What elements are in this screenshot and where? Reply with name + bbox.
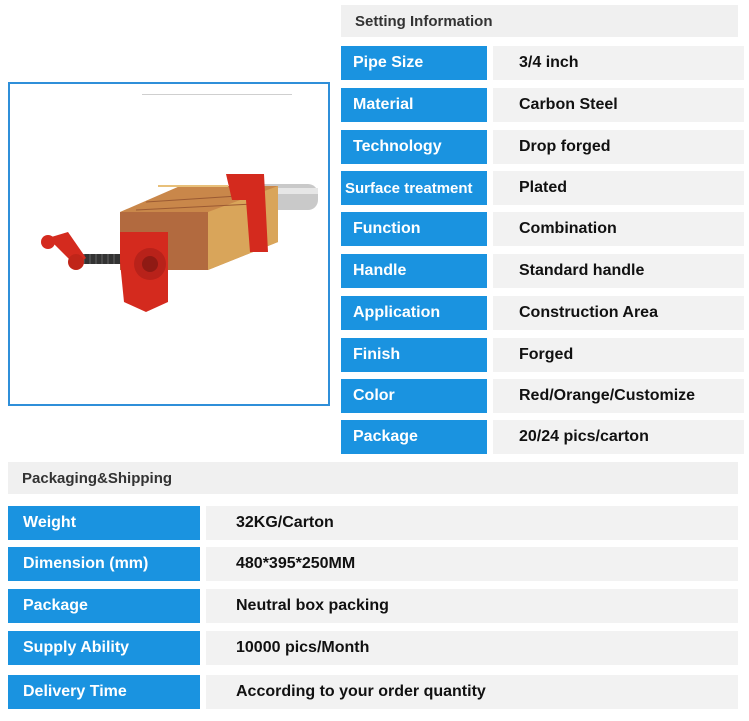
- spec-value: Forged: [493, 338, 744, 372]
- packaging-shipping-title: Packaging&Shipping: [22, 469, 173, 487]
- spec-label: Technology: [341, 130, 487, 164]
- spec-label: Color: [341, 379, 487, 413]
- spec-value: Plated: [493, 171, 744, 205]
- spec-label: Pipe Size: [341, 46, 487, 80]
- spec-row-handle: [341, 254, 744, 288]
- spec-value: Red/Orange/Customize: [493, 379, 744, 413]
- setting-information-title: Setting Information: [355, 12, 493, 30]
- shipping-label: Weight: [8, 506, 200, 540]
- photo-divider: [142, 94, 292, 95]
- pipe-clamp-illustration: [28, 162, 318, 332]
- shipping-row-package: [8, 589, 738, 623]
- shipping-row-dimension: [8, 547, 738, 581]
- spec-row-surface-treatment: [341, 171, 744, 205]
- spec-value: 3/4 inch: [493, 46, 744, 80]
- spec-value: Carbon Steel: [493, 88, 744, 122]
- spec-label: Material: [341, 88, 487, 122]
- spec-row-material: [341, 88, 744, 122]
- shipping-label: Dimension (mm): [8, 547, 200, 581]
- spec-label: Finish: [341, 338, 487, 372]
- spec-row-finish: [341, 338, 744, 372]
- spec-row-function: [341, 212, 744, 246]
- spec-label: Surface treatment: [341, 171, 487, 205]
- spec-label: Function: [341, 212, 487, 246]
- setting-information-header: [341, 5, 738, 37]
- spec-row-technology: [341, 130, 744, 164]
- shipping-row-delivery-time: [8, 675, 738, 709]
- spec-label: Application: [341, 296, 487, 330]
- shipping-row-weight: [8, 506, 738, 540]
- spec-row-pipe-size: [341, 46, 744, 80]
- shipping-value: Neutral box packing: [206, 589, 738, 623]
- shipping-label: Supply Ability: [8, 631, 200, 665]
- shipping-row-supply-ability: [8, 631, 738, 665]
- shipping-value: According to your order quantity: [206, 675, 738, 709]
- spec-label: Package: [341, 420, 487, 454]
- spec-row-application: [341, 296, 744, 330]
- spec-row-package: [341, 420, 744, 454]
- shipping-label: Package: [8, 589, 200, 623]
- spec-value: 20/24 pics/carton: [493, 420, 744, 454]
- packaging-shipping-header: [8, 462, 738, 494]
- spec-row-color: [341, 379, 744, 413]
- spec-label: Handle: [341, 254, 487, 288]
- spec-value: Combination: [493, 212, 744, 246]
- product-photo: [8, 82, 330, 406]
- spec-value: Standard handle: [493, 254, 744, 288]
- shipping-value: 480*395*250MM: [206, 547, 738, 581]
- shipping-value: 10000 pics/Month: [206, 631, 738, 665]
- shipping-label: Delivery Time: [8, 675, 200, 709]
- spec-value: Construction Area: [493, 296, 744, 330]
- spec-value: Drop forged: [493, 130, 744, 164]
- shipping-value: 32KG/Carton: [206, 506, 738, 540]
